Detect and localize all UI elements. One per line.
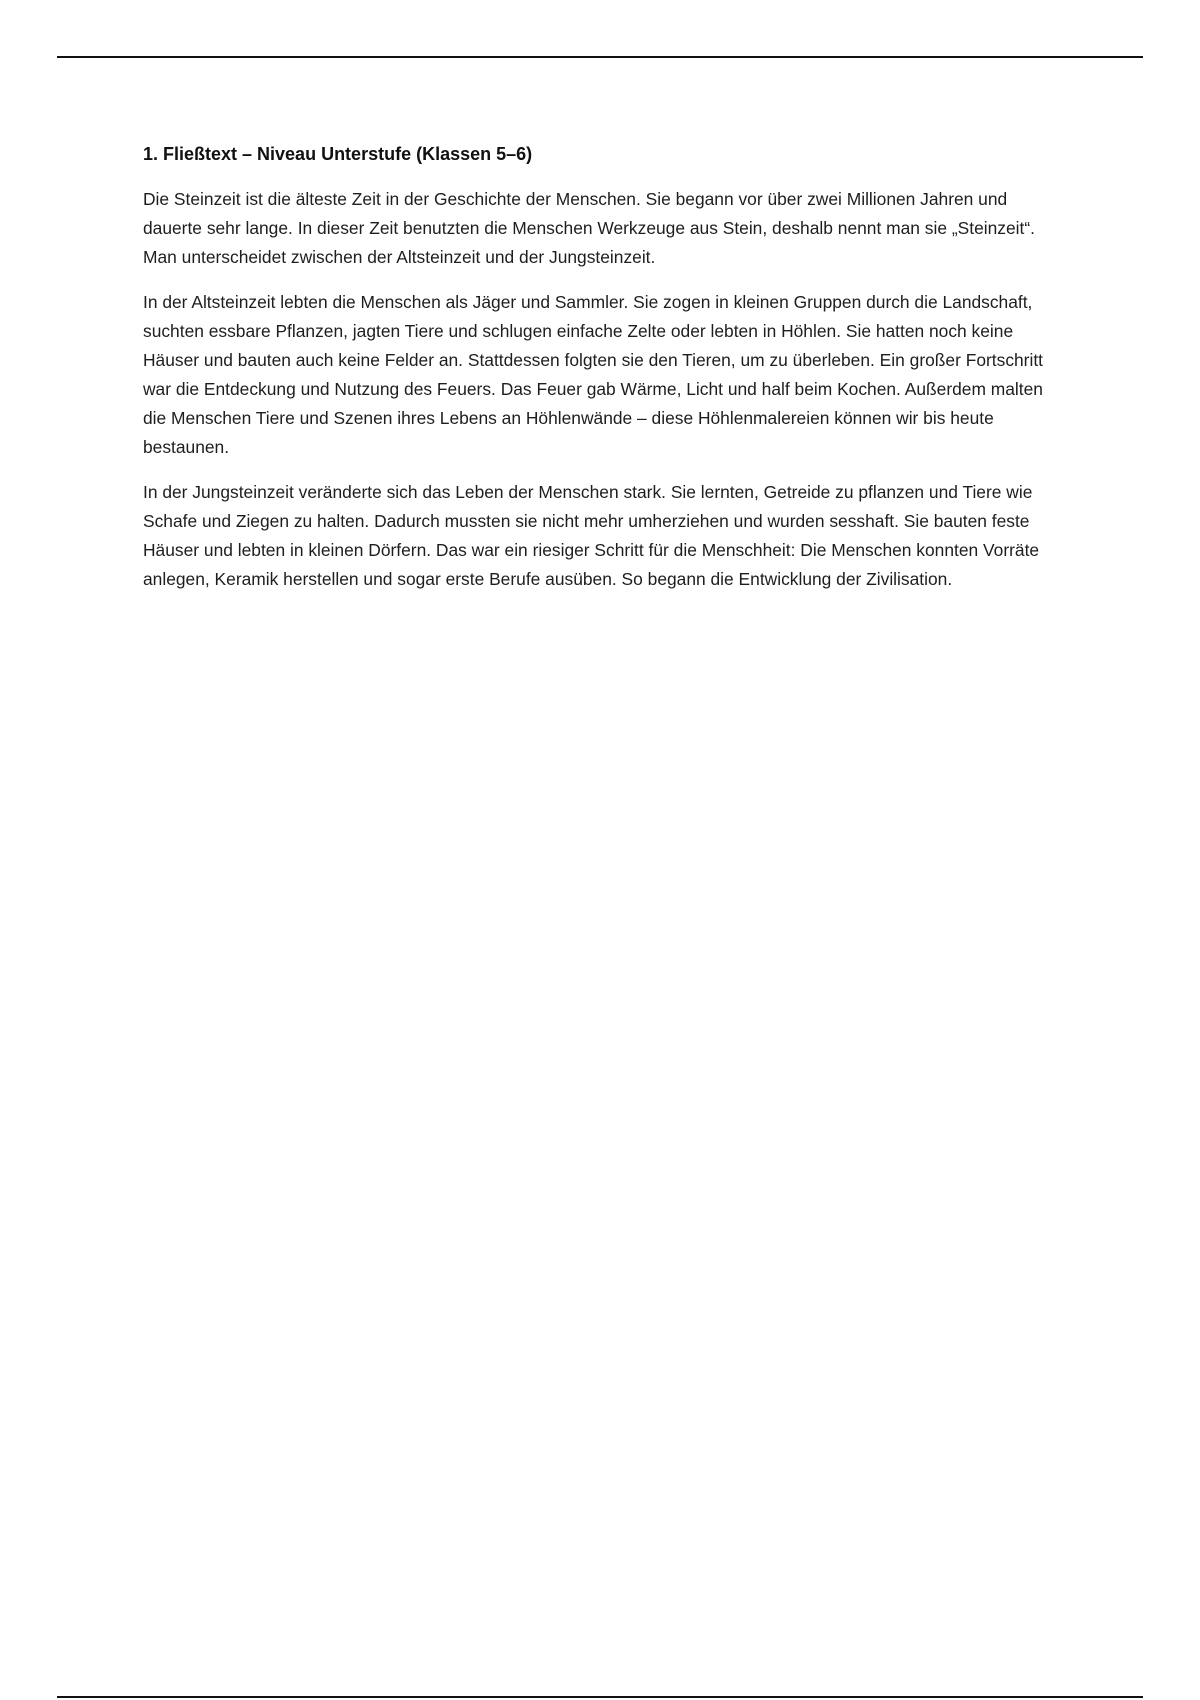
section-title: 1. Fließtext – Niveau Unterstufe (Klassen 5–6) (143, 144, 533, 164)
paragraph-jungsteinzeit: In der Jungsteinzeit veränderte sich das Leben der Menschen stark. Sie lernten, Getreide zu pflanzen und Tiere wie Schafe und Ziegen zu halten. Dadurch mussten sie nicht mehr umherziehen und wurden sesshaft. Sie bauten feste Häuser und lebten in kleinen Dörfern. Das war ein riesiger Schritt für die Menschheit: Die Menschen konnten Vorräte anlegen, Keramik herstellen und sogar erste Berufe ausüben. So begann die Entwicklung der Zivilisation. (143, 482, 1040, 589)
header-rule (57, 56, 1143, 58)
paragraph-intro: Die Steinzeit ist die älteste Zeit in der Geschichte der Menschen. Sie begann vor über zwei Millionen Jahren und dauerte sehr lange. In dieser Zeit benutzten die Menschen Werkzeuge aus Stein, deshalb nennt man sie „Steinzeit“. Man unterscheidet zwischen der Altsteinzeit und der Jungsteinzeit. (143, 189, 1035, 267)
document-body (143, 141, 1063, 610)
paragraph-altsteinzeit: In der Altsteinzeit lebten die Menschen als Jäger und Sammler. Sie zogen in kleinen Gruppen durch die Landschaft, suchten essbare Pflanzen, jagten Tiere und schlugen einfache Zelte oder lebten in Höhlen. Sie hatten noch keine Häuser und bauten auch keine Felder an. Stattdessen folgten sie den Tieren, um zu überleben. Ein großer Fortschritt war die Entdeckung und Nutzung des Feuers. Das Feuer gab Wärme, Licht und half beim Kochen. Außerdem malten die Menschen Tiere und Szenen ihres Lebens an Höhlenwände – diese Höhlenmalereien können wir bis heute bestaunen. (143, 292, 1043, 457)
footer-rule (57, 1696, 1143, 1698)
